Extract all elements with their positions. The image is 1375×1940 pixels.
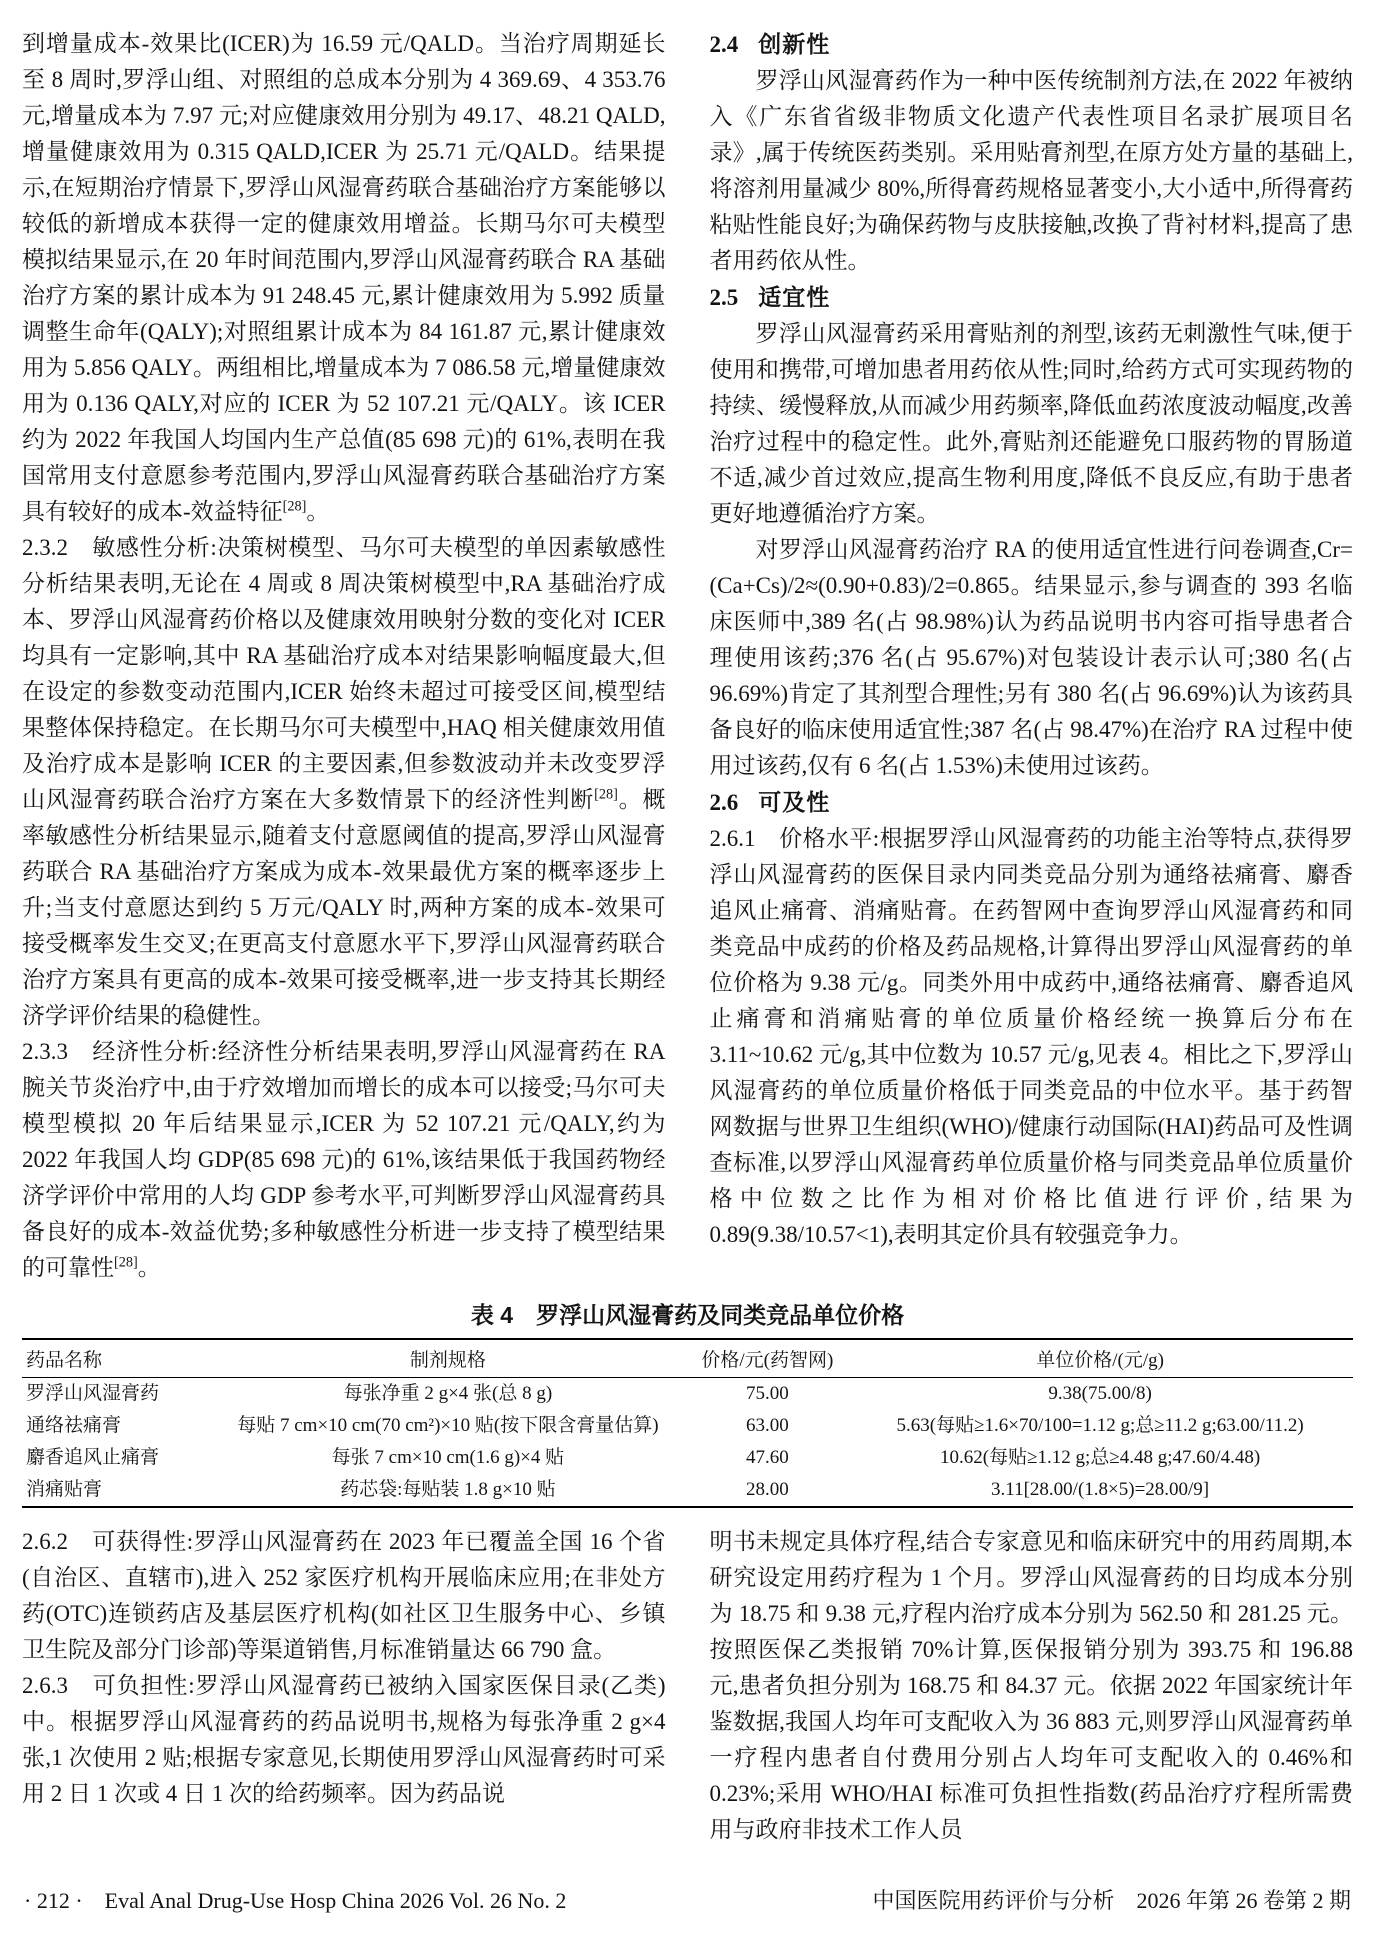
- table-cell: 75.00: [745, 1383, 789, 1404]
- table-cell: 3.11[28.00/(1.8×5)=28.00/9]: [991, 1479, 1210, 1500]
- table-cell: 28.00: [745, 1479, 789, 1500]
- table-column-header: 药品名称: [22, 1339, 208, 1378]
- paragraph: 罗浮山风湿膏药作为一种中医传统制剂方法,在 2022 年被纳入《广东省省级非物质文化遗产代表性项目名录扩展项目名录》,属于传统医药类别。采用贴膏剂型,在原方处方量的基础上,将溶剂用量减少 80%,所得膏药规格显著变小,大小适中,所得膏药粘贴性能良好;为确保药物与皮肤接触,改换了背衬材料,提高了患者用药依从性。: [709, 68, 1353, 273]
- page-footer: [22, 1886, 1353, 1924]
- bottom-two-column-section: [22, 1524, 1353, 1848]
- paragraph: 2.6.3 可负担性:罗浮山风湿膏药已被纳入国家医保目录(乙类)中。根据罗浮山风湿膏药的药品说明书,规格为每张净重 2 g×4 张,1 次使用 2 贴;根据专家意见,长期使用罗浮山风湿膏药时可采用 2 日 1 次或 4 日 1 次的给药频率。因为药品说: [22, 1673, 666, 1806]
- reference-marker: [28]: [594, 786, 618, 803]
- right-column: [710, 26, 1354, 1286]
- table-cell: 消痛贴膏: [26, 1479, 103, 1500]
- paragraph: 2.6.2 可获得性:罗浮山风湿膏药在 2023 年已覆盖全国 16 个省(自治区、直辖市),进入 252 家医疗机构开展临床应用;在非处方药(OTC)连锁药店及基层医疗机构(如社区卫生服务中心、乡镇卫生院及部分门诊部)等渠道销售,月标准销量达 66 790 盒。: [22, 1529, 666, 1662]
- section-heading: [710, 26, 1354, 63]
- table-4: [22, 1338, 1353, 1508]
- paragraph: 罗浮山风湿膏药采用膏贴剂的剂型,该药无刺激性气味,便于使用和携带,可增加患者用药依从性;同时,给药方式可实现药物的持续、缓慢释放,从而减少用药频率,降低血药浓度波动幅度,改善治疗过程中的稳定性。此外,膏贴剂还能避免口服药物的胃肠道不适,减少首过效应,提高生物利用度,降低不良反应,有助于患者更好地遵循治疗方案。: [709, 321, 1353, 526]
- section-heading: [710, 279, 1354, 316]
- table-cell: 药芯袋:每贴装 1.8 g×10 贴: [340, 1479, 556, 1500]
- table-cell: 10.62(每贴≥1.12 g;总≥4.48 g;47.60/4.48): [940, 1447, 1261, 1468]
- paragraph: 2.3.3 经济性分析:经济性分析结果表明,罗浮山风湿膏药在 RA 腕关节炎治疗中,由于疗效增加而增长的成本可以接受;马尔可夫模型模拟 20 年后结果显示,ICER 为 52 107.21 元/QALY,约为 2022 年我国人均 GDP(85 698 元)的 61%,该结果低于我国药物经济学评价中常用的人均 GDP 参考水平,可判断罗浮山风湿膏药具备良好的成本-效益优势;多种敏感性分析进一步支持了模型结果的可靠性[28]。: [22, 1039, 666, 1280]
- table-cell: 9.38(75.00/8): [1048, 1383, 1152, 1404]
- table-cell: 每张净重 2 g×4 张(总 8 g): [343, 1383, 553, 1404]
- table-column-header: 制剂规格: [208, 1339, 687, 1378]
- table-title: 表 4 罗浮山风湿膏药及同类竞品单位价格: [470, 1302, 905, 1328]
- table-cell: 5.63(每贴≥1.6×70/100=1.12 g;总≥11.2 g;63.00/11.2): [896, 1415, 1304, 1436]
- section-title: 适宜性: [758, 284, 831, 310]
- table-row: [22, 1474, 1353, 1507]
- section-number: 2.5: [709, 285, 739, 310]
- reference-marker: [28]: [114, 1254, 138, 1271]
- paragraph: 到增量成本-效果比(ICER)为 16.59 元/QALD。当治疗周期延长至 8 周时,罗浮山组、对照组的总成本分别为 4 369.69、4 353.76 元,增量成本为 7.97 元;对应健康效用分别为 49.17、48.21 QALD,增量健康效用为 0.315 QALD,ICER 为 25.71 元/QALD。结果提示,在短期治疗情景下,罗浮山风湿膏药联合基础治疗方案能够以较低的新增成本获得一定的健康效用增益。长期马尔可夫模型模拟结果显示,在 20 年时间范围内,罗浮山风湿膏药联合 RA 基础治疗方案的累计成本为 91 248.45 元,累计健康效用为 5.992 质量调整生命年(QALY);对照组累计成本为 84 161.87 元,累计健康效用为 5.856 QALY。两组相比,增量成本为 7 086.58 元,增量健康效用为 0.136 QALY,对应的 ICER 为 52 107.21 元/QALY。该 ICER 约为 2022 年我国人均国内生产总值(85 698 元)的 61%,表明在我国常用支付意愿参考范围内,罗浮山风湿膏药联合基础治疗方案具有较好的成本-效益特征[28]。: [22, 31, 666, 524]
- paragraph: 对罗浮山风湿膏药治疗 RA 的使用适宜性进行问卷调查,Cr=(Ca+Cs)/2≈(0.90+0.83)/2=0.865。结果显示,参与调查的 393 名临床医师中,389 名(占 98.98%)认为药品说明书内容可指导患者合理使用该药;376 名(占 95.67%)对包装设计表示认可;380 名(占 96.69%)肯定了其剂型合理性;另有 380 名(占 96.69%)认为该药具备良好的临床使用适宜性;387 名(占 98.47%)在治疗 RA 过程中使用过该药,仅有 6 名(占 1.53%)未使用过该药。: [709, 537, 1353, 778]
- table-column-header: 价格/元(药智网): [687, 1339, 847, 1378]
- top-two-column-section: [22, 26, 1353, 1286]
- table-cell: 47.60: [745, 1447, 789, 1468]
- section-title: 可及性: [758, 789, 831, 815]
- bottom-left-column: [22, 1524, 666, 1848]
- paragraph: 2.3.2 敏感性分析:决策树模型、马尔可夫模型的单因素敏感性分析结果表明,无论在 4 周或 8 周决策树模型中,RA 基础治疗成本、罗浮山风湿膏药价格以及健康效用映射分数的变化对 ICER 均具有一定影响,其中 RA 基础治疗成本对结果影响幅度最大,但在设定的参数变动范围内,ICER 始终未超过可接受区间,模型结果整体保持稳定。在长期马尔可夫模型中,HAQ 相关健康效用值及治疗成本是影响 ICER 的主要因素,但参数波动并未改变罗浮山风湿膏药联合治疗方案在大多数情景下的经济性判断[28]。概率敏感性分析结果显示,随着支付意愿阈值的提高,罗浮山风湿膏药联合 RA 基础治疗方案成为成本-效果最优方案的概率逐步上升;当支付意愿达到约 5 万元/QALY 时,两种方案的成本-效果可接受概率发生交叉;在更高支付意愿水平下,罗浮山风湿膏药联合治疗方案具有更高的成本-效果可接受概率,进一步支持其长期经济学评价结果的稳健性。: [22, 535, 666, 1028]
- paragraph: 明书未规定具体疗程,结合专家意见和临床研究中的用药周期,本研究设定用药疗程为 1 个月。罗浮山风湿膏药的日均成本分别为 18.75 和 9.38 元,疗程内治疗成本分别为 562.50 和 281.25 元。按照医保乙类报销 70%计算,医保报销分别为 393.75 和 196.88 元,患者负担分别为 168.75 和 84.37 元。依据 2022 年国家统计年鉴数据,我国人均年可支配收入为 36 883 元,则罗浮山风湿膏药单一疗程内患者自付费用分别占人均年可支配收入的 0.46%和 0.23%;采用 WHO/HAI 标准可负担性指数(药品治疗疗程所需费用与政府非技术工作人员: [709, 1529, 1353, 1842]
- table-cell: 每张 7 cm×10 cm(1.6 g)×4 贴: [331, 1447, 565, 1468]
- footer-right-journal-cn: 中国医院用药评价与分析 2026 年第 26 卷第 2 期: [872, 1888, 1351, 1913]
- section-heading: [710, 784, 1354, 821]
- table-4-block: [22, 1298, 1353, 1508]
- table-row: [22, 1410, 1353, 1442]
- paragraph: 2.6.1 价格水平:根据罗浮山风湿膏药的功能主治等特点,获得罗浮山风湿膏药的医保目录内同类竞品分别为通络祛痛膏、麝香追风止痛膏、消痛贴膏。在药智网中查询罗浮山风湿膏药和同类竞品中成药的价格及药品规格,计算得出罗浮山风湿膏药的单位价格为 9.38 元/g。同类外用中成药中,通络祛痛膏、麝香追风止痛膏和消痛贴膏的单位质量价格经统一换算后分布在 3.11~10.62 元/g,其中位数为 10.57 元/g,见表 4。相比之下,罗浮山风湿膏药的单位质量价格低于同类竞品的中位水平。基于药智网数据与世界卫生组织(WHO)/健康行动国际(HAI)药品可及性调查标准,以罗浮山风湿膏药单位质量价格与同类竞品单位质量价格中位数之比作为相对价格比值进行评价,结果为 0.89(9.38/10.57<1),表明其定价具有较强竞争力。: [709, 826, 1353, 1247]
- table-cell: 每贴 7 cm×10 cm(70 cm²)×10 贴(按下限含膏量估算): [237, 1415, 659, 1436]
- left-column: [22, 26, 666, 1286]
- table-cell: 罗浮山风湿膏药: [26, 1383, 160, 1404]
- table-row: [22, 1378, 1353, 1411]
- table-header-row: [22, 1339, 1353, 1378]
- reference-marker: [28]: [282, 498, 307, 515]
- section-number: 2.4: [709, 32, 739, 57]
- section-number: 2.6: [709, 790, 739, 815]
- table-row: [22, 1442, 1353, 1474]
- bottom-right-column: [710, 1524, 1354, 1848]
- section-title: 创新性: [758, 31, 831, 57]
- table-column-header: 单位价格/(元/g): [847, 1339, 1353, 1378]
- footer-left-journal-en: · 212 · Eval Anal Drug-Use Hosp China 2026 Vol. 26 No. 2: [24, 1888, 567, 1913]
- table-cell: 63.00: [745, 1415, 789, 1436]
- table-cell: 通络祛痛膏: [26, 1415, 122, 1436]
- table-cell: 麝香追风止痛膏: [26, 1447, 160, 1468]
